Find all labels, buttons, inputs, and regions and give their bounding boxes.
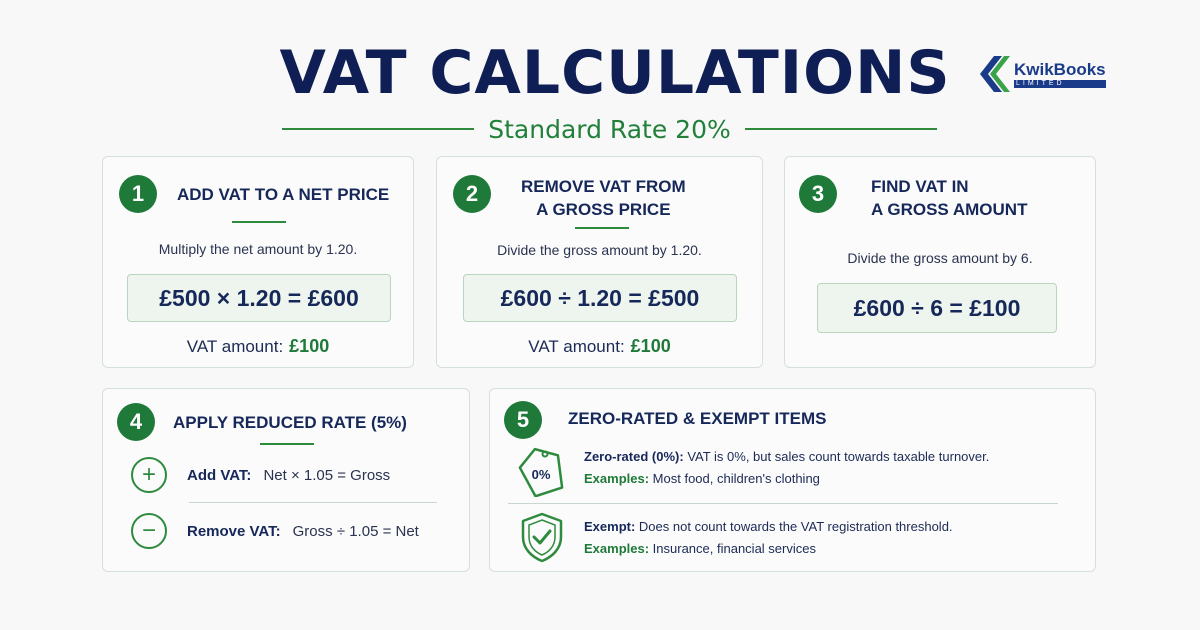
tag-icon-text: 0% xyxy=(531,467,551,482)
price-tag-icon xyxy=(518,445,566,497)
step-number: 1 xyxy=(119,175,157,213)
card-find-vat xyxy=(784,156,1096,368)
card-title xyxy=(177,183,389,206)
vat-amount-line xyxy=(437,336,762,357)
card-reduced-rate xyxy=(102,388,470,572)
exempt-item xyxy=(584,519,953,556)
logo-sub: LIMITED xyxy=(1014,80,1106,88)
title-underline xyxy=(575,227,629,229)
zero-rated-item xyxy=(584,449,989,486)
card-description: Divide the gross amount by 6. xyxy=(847,250,1033,266)
card-remove-vat xyxy=(436,156,763,368)
item-divider xyxy=(508,503,1058,504)
examples-text: Insurance, financial services xyxy=(652,541,816,556)
card-description: Multiply the net amount by 1.20. xyxy=(158,241,358,257)
card-title: ZERO-RATED & EXEMPT ITEMS xyxy=(568,409,827,428)
plus-icon: + xyxy=(131,457,167,493)
reduced-rate-row-remove xyxy=(131,513,419,549)
item-term: Zero-rated (0%): xyxy=(584,449,684,464)
subtitle-line-left xyxy=(282,128,474,130)
shield-check-icon xyxy=(518,511,566,563)
logo-brand: KwikBooks xyxy=(1014,59,1106,79)
vat-amount-value: £100 xyxy=(630,336,671,356)
page-title: VAT CALCULATIONS xyxy=(279,38,951,108)
item-text: Does not count towards the VAT registration threshold. xyxy=(638,519,953,534)
kwikbooks-logo xyxy=(972,52,1107,96)
title-underline xyxy=(260,443,314,445)
card-zero-rated-exempt xyxy=(489,388,1096,572)
card-title: APPLY REDUCED RATE (5%) xyxy=(173,413,407,432)
row-formula: Net × 1.05 = Gross xyxy=(263,466,391,484)
examples-label: Examples: xyxy=(584,471,650,486)
subtitle-row xyxy=(282,112,937,146)
vat-amount-label: VAT amount: xyxy=(186,337,284,356)
card-title-line: REMOVE VAT FROM xyxy=(521,177,686,196)
card-title-line: A GROSS PRICE xyxy=(536,200,671,219)
vat-amount-label: VAT amount: xyxy=(528,337,625,356)
reduced-rate-row-add xyxy=(131,457,390,493)
minus-icon: − xyxy=(131,513,167,549)
formula-box: £600 ÷ 1.20 = £500 xyxy=(463,274,737,322)
row-formula: Gross ÷ 1.05 = Net xyxy=(292,522,419,540)
row-label: Add VAT: xyxy=(187,466,252,484)
vat-amount-value: £100 xyxy=(289,336,330,356)
subtitle-line-right xyxy=(745,128,937,130)
step-number: 5 xyxy=(504,401,542,439)
card-title-line: ADD VAT TO A NET PRICE xyxy=(177,185,390,204)
step-number: 4 xyxy=(117,403,155,441)
card-title-line: A GROSS AMOUNT xyxy=(871,200,1028,219)
page-subtitle: Standard Rate 20% xyxy=(488,114,731,144)
logo-mark-icon xyxy=(972,52,1012,96)
item-text: VAT is 0%, but sales count towards taxable turnover. xyxy=(687,449,990,464)
card-add-vat xyxy=(102,156,414,368)
row-label: Remove VAT: xyxy=(187,522,281,540)
card-description: Divide the gross amount by 1.20. xyxy=(497,242,702,258)
examples-text: Most food, children's clothing xyxy=(652,471,820,486)
card-title xyxy=(871,175,1027,221)
formula-box: £600 ÷ 6 = £100 xyxy=(817,283,1057,333)
card-title-line: FIND VAT IN xyxy=(871,177,969,196)
examples-label: Examples: xyxy=(584,541,650,556)
card-title xyxy=(521,175,686,221)
title-underline xyxy=(232,221,286,223)
row-divider xyxy=(189,502,437,503)
step-number: 2 xyxy=(453,175,491,213)
item-term: Exempt: xyxy=(584,519,636,534)
step-number: 3 xyxy=(799,175,837,213)
vat-amount-line xyxy=(103,336,413,357)
formula-box: £500 × 1.20 = £600 xyxy=(127,274,391,322)
